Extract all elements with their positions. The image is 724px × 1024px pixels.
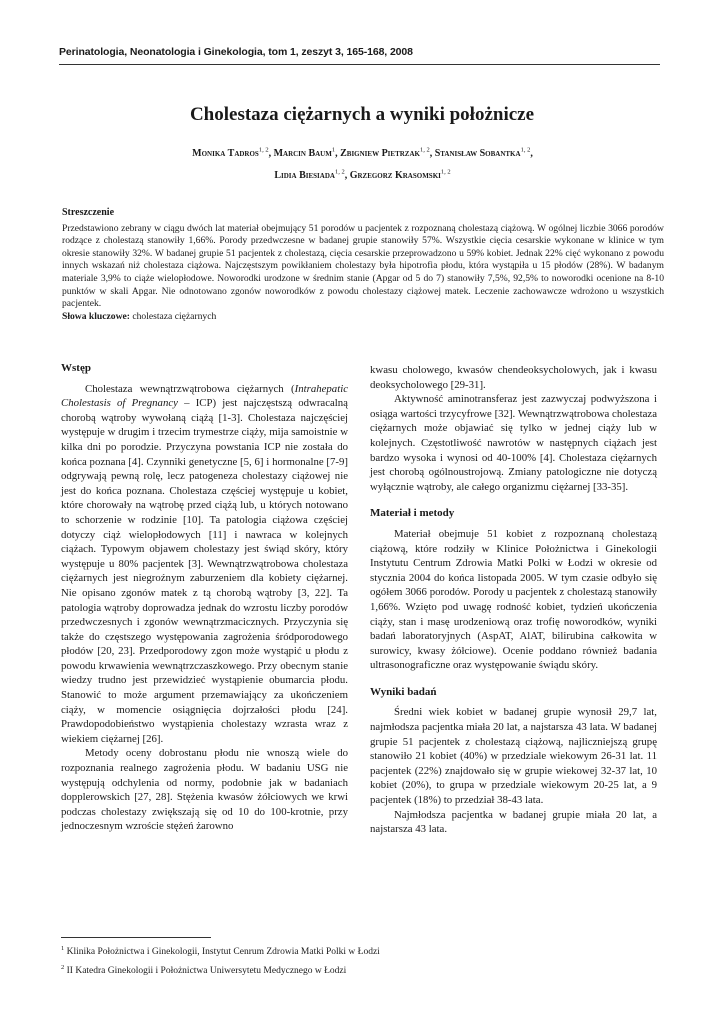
abstract-heading: Streszczenie	[62, 207, 115, 218]
footnote: $^2$ II Katedra Ginekologii i Położnictwa Uniwersytetu Medycznego w Łodzi	[61, 964, 347, 977]
author: Grzegorz Krasomski$^{1, 2}$	[349, 168, 451, 181]
article-title: Cholestaza ciężarnych a wyniki położnicze	[189, 104, 535, 125]
footnote-divider	[61, 937, 211, 938]
author: Lidia Biesiada$^{1, 2}$,	[274, 168, 350, 181]
author: Monika Tadros$^{1, 2}$,	[192, 147, 274, 160]
keywords-label: Słowa kluczowe:	[62, 310, 130, 322]
intro-paragraph-continued: kwasu cholowego, kwasów chendeoksycholowych, jak i kwasu deoksycholowego [29-31].	[370, 364, 657, 391]
footnote: $^1$ Klinika Położnictwa i Ginekologii, Instytut Cenrum Zdrowia Matki Polki w Łodzi	[61, 945, 380, 958]
intro-heading: Wstęp	[61, 362, 91, 374]
abstract-text: Przedstawiono zebrany w ciągu dwóch lat materiał obejmujący 51 porodów u pacjentek z rozpoznaną cholestazą ciążową. W ogólnej liczbie 3066 porodów rodzące z cholestazą stanowiły 1,66%. Porody przedwczesne w badanej grupie stanowiły 57%. Wszystkie cięcia cesarskie wykonane w klinice w tym okresie stanowiły 32%. W badanej grupie 51 pacjentek z cholestazą, cięcia cesarskie przeprowadzono u 59% kobiet. Jednak 22% cięć wykonano z powodu innych wskazań niż cholestaza ciążowa. Najczęstszym powikłaniem cholestazy była hipotrofia płodu, która wystąpiła u 15 płodów (28%). W badanym materiale 3,9% to ciąże wielopłodowe. Noworodki urodzone w średnim stanie (Apgar od 5 do 7) stanowiły 7,5%, 92,5% to noworodki ocenione na 8-10 punktów w skali Apgar. Nie odnotowano zgonów noworodków z powodu cholestazy ciążowej matek. Leczenie zachowawcze wdrożono u wszystkich pacjentek.	[62, 222, 664, 310]
journal-header: Perinatologia, Neonatologia i Ginekologia, tom 1, zeszyt 3, 165-168, 2008	[59, 46, 660, 65]
results-heading: Wyniki badań	[370, 685, 437, 698]
author: Marcin Baum$^1$,	[273, 147, 341, 160]
footnotes	[61, 941, 661, 979]
methods-heading: Materiał i metody	[370, 507, 455, 520]
intro-paragraph-3: Aktywność aminotransferaz jest zazwyczaj podwyższona i osiąga wartości trzycyfrowe [32]. Wewnątrzwątrobowa cholestaza ciężarnych może objawiać się tylko w jednej ciąży lub w kolejnych. Częstotliwość nawrotów w następnych ciążach jest bardzo wysoka i wynosi od 40-100% [4]. Cholestaza ciężarnych jest chorobą ogólnoustrojową. Zmiany patologiczne nie dotyczą wyłącznie wątroby, ale całego organizmu ciężarnej [33-35].	[370, 393, 657, 493]
left-column	[61, 361, 348, 834]
keywords	[62, 311, 664, 324]
intro-paragraph: Cholestaza wewnątrzwątrobowa ciężarnych (Intrahepatic Cholestasis of Pregnancy – ICP) jest najczęstszą odwracalną chorobą wątroby wywołaną ciążą [1-3]. Cholestaza najczęściej występuje w drugim i trzecim trymestrze ciąży, mija samoistnie w kilka dni po porodzie. Przyczyna powstania ICP nie została do końca poznana [4]. Czynniki genetyczne [5, 6] i hormonalne [7-9] odgrywają pewną rolę, lecz patogeneza cholestazy ciążowej nie jest do końca poznana. Cholestaza częściej występuje u kobiet, które chorowały na wątrobę przed ciążą lub, u których notowano to schorzenie w rodzinie [10]. Ta patologia ciążowa częściej dotyczy ciąż wielopłodowych [11] i nawraca w kolejnych ciążach. Typowym objawem cholestazy jest świąd skóry, który występuje u 80% pacjentek [3]. Wewnątrzwątrobowa cholestaza ciężarnych jest niegroźnym zaburzeniem dla kobiety ciężarnej. Nie opisano zgonów matek z tą chorobą wątroby [3, 22]. Ta patologia wątroby doprowadza jednak do wzrostu liczby porodów przedwczesnych i zgonów wewnątrzmacicznych. Przyczynia się także do częstszego występowania zagrożenia śródporodowego płodów [20, 23]. Przedporodowy zgon może wystąpić u płodu z powodu krwawienia wewnątrzczaszkowego. Przy obecnym stanie wiedzy trudno jest przewidzieć wystąpienie obumarcia płodu. Stanowić to może argument przemawiający za ukończeniem ciąży, w momencie osiągnięcia dojrzałości płodu [24]. Prawdopodobieństwo wystąpienia cholestazy wzrasta wraz z wiekiem ciężarnej [26].	[61, 382, 348, 745]
author: Stanisław Sobantka$^{1, 2}$,	[434, 147, 533, 160]
author-list	[90, 142, 635, 185]
keywords-value: cholestaza ciężarnych	[132, 310, 217, 322]
author: Zbigniew Pietrzak$^{1, 2}$,	[340, 147, 435, 160]
intro-paragraph-2: Metody oceny dobrostanu płodu nie wnoszą wiele do rozpoznania realnego zagrożenia płodu. W badaniu USG nie występują odchylenia od normy, podobnie jak w badaniach dopplerowskich [27, 28]. Stężenia kwasów żółciowych we krwi podczas cholestazy zwiększają się od 10 do 100-krotnie, przy jednoczesnym wzroście stężeń żarowno	[61, 747, 348, 833]
results-paragraph-2: Najmłodsza pacjentka w badanej grupie miała 20 lat, a najstarsza 43 lata.	[370, 808, 657, 836]
right-column	[370, 363, 657, 837]
abstract	[62, 207, 664, 323]
results-paragraph: Średni wiek kobiet w badanej grupie wynosił 29,7 lat, najmłodsza pacjentka miała 20 lat, a najstarsza 43 lata. W badanej grupie 51 pacjentek z cholestazą ciążową, najliczniejszą grupę stanowiło 21 kobiet (40%) w przedziale wiekowym 26-31 lat. 11 pacjentek (22%) znajdowało się w grupie wiekowej 32-37 lat, 10 kobiet (20%), to grupa w przedziale wiekowym 20-25 lat, a 9 pacjentek (18%) to przedział 38-43 lata.	[370, 706, 657, 807]
methods-paragraph: Materiał obejmuje 51 kobiet z rozpoznaną cholestazą ciążową, które rodziły w Klinice Położnictwa i Ginekologii Instytutu Centrum Zdrowia Matki Polki w Łodzi w okresie od stycznia 2004 do końca listopada 2005. W tym czasie odbyło się ogółem 3066 porodów. Porody u pacjentek z cholestazą stanowiły 1,66%. Wzięto pod uwagę rodność kobiet, tydzień ukończenia ciąży, stan i masę urodzeniową oraz trofię noworodków, wyniki badań laboratoryjnych (AspAT, AlAT, bilirubina całkowita w surowicy, kwasy żółciowe). Ocenie poddano również badania ultrasonograficzne oraz występowanie świądu skóry.	[370, 527, 657, 672]
